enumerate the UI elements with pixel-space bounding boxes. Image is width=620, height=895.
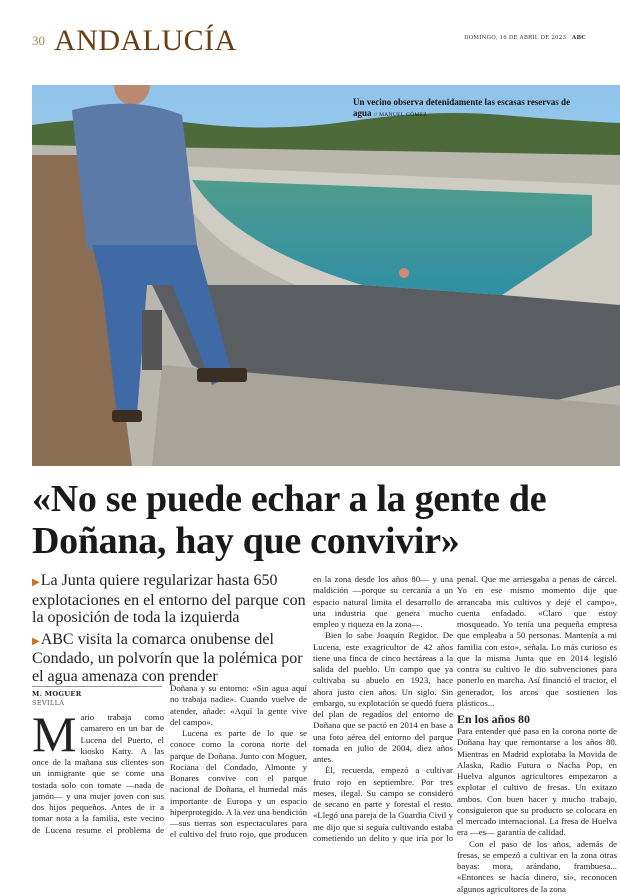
date-text: DOMINGO, 16 DE ABRIL DE 2023 <box>464 35 567 41</box>
subhead-text: ABC visita la comarca onubense del Condado, un polvorín que la polémica por el agua amenaza con prender <box>32 630 303 685</box>
caption-text: Un vecino observa detenidamente las escasas reservas de agua <box>353 97 571 118</box>
paragraph: ario trabaja como camarero en un bar de Lucena del Puerto, el kiosko Katty. A las once de la mañana sus clientes son un inmigrante que se come una tostada solo con tomate —nada de jamón— y una mujer joven con sus dos hijos pequeños. Antes de ir a tomar nota a la familia, este vecino de Lucena resume el problema de <box>32 712 164 835</box>
section-subhead: En los años 80 <box>457 712 531 726</box>
author: M. MOGUER <box>32 690 82 698</box>
article-column-1 <box>32 706 164 844</box>
subhead-2 <box>32 631 312 686</box>
triangle-bullet-icon: ▶ <box>32 577 40 588</box>
paper-name: ABC <box>572 35 586 41</box>
subheads <box>32 572 312 689</box>
paragraph: Con el paso de los años, además de fresas, se empezó a cultivar en la zona otras bayas: mora, arándano, frambuesa... «Entonces se hacía dinero, sí», reconocen algunos agricultores de la zona <box>457 838 617 894</box>
article-column-2 <box>170 683 307 844</box>
paragraph: Bien lo sabe Joaquín Regidor. De Lucena, este exagricultor de 42 años tiene una finca de cinco hectáreas a la salida del pueblo. Un campo que ya cultivaba su abuelo en 1923, hace ahora justo cien años. Un siglo. Sin embargo, su explotación se quedó fuera del plan de regadíos del entorno de Doñana que se pactó en 2014 en base a una foto aérea del entorno del parque tomada en julio de 2004, diez años antes. <box>313 630 453 764</box>
paragraph: Para entender qué pasa en la corona norte de Doñana hay que remontarse a los años 80. Mientras en Madrid explotaba la Movida de Alaska, Radio Futura o Nacha Pop, en Huelva algunos agricultores empezaron a explotar el cultivo de fresas. Un exitazo ambos. Con buen hacer y mucho trabajo, consiguieron que su producto se colocara en el mercado internacional. La fresa de Huelva era —es— garantía de calidad. <box>457 726 617 838</box>
headline: «No se puede echar a la gente de Doñana, hay que convivir» <box>32 478 547 562</box>
section-title: ANDALUCÍA <box>54 24 237 57</box>
paragraph-continued: Doñana y su entorno: «Sin agua aquí no trabaja nadie». Cuando vuelve de atender, añade: «Aquí la gente vive del campo». <box>170 683 307 727</box>
subhead-text: La Junta quiere regularizar hasta 650 explotaciones en el entorno del parque con la oposición de toda la izquierda <box>32 572 306 626</box>
article-column-3 <box>313 574 453 844</box>
main-photo <box>32 85 620 466</box>
subhead-1 <box>32 572 312 627</box>
issue-date <box>464 35 586 41</box>
paragraph-continued: penal. Que me arriesgaba a penas de cárcel. Yo en ese mismo momento dije que arrancaba mis cultivos y dejé el campo», cuenta enfadado. «Claro que estoy mosqueado. Yo tenía una pequeña empresa que empleaba a 50 personas. Mantenía a mi familia con esto», señala. Lo más curioso es que la misma Junta que en 2014 legisló contra su cultivo le dio subvenciones para ponerlo en marcha. Así financió el tractor, el generador, los arcos que sostienen los plásticos... <box>457 574 617 708</box>
paragraph-continued: en la zona desde los años 80— y una maldición —porque su cercanía a un espacio natural limita el desarrollo de una industria que genera mucho empleo y riqueza en la zona—. <box>313 574 453 629</box>
article-column-4 <box>457 574 617 895</box>
drop-cap: M <box>32 706 77 762</box>
paragraph: Lucena es parte de lo que se conoce como la corona norte del parque de Doñana. Junto con Moguer, Rociana del Condado, Almonte y Bonares convive con el parque nacional de Doñana, el humedal más importante de Europa y un espacio hiperprotegido. A la vez una bendición —sus tierras son espectaculares para el cultivo del fruto rojo, que producen <box>170 728 307 840</box>
reservoir-photo <box>32 85 620 466</box>
dateline-city: SEVILLA <box>32 699 65 707</box>
photo-caption <box>353 97 588 120</box>
byline-divider <box>32 686 162 687</box>
page-number: 30 <box>32 33 45 48</box>
paragraph: Él, recuerda, empezó a cultivar fruto rojo en septiembre. Por tres meses, ilegal. Su campo se consideró de secano en parte y forestal el resto. «Llegó una pareja de la Guardia Civil y me dijo que si seguía cultivando estaba cometiendo un delito y que iría por lo <box>313 765 453 843</box>
photo-credit: // MANUEL GÓMEZ <box>373 111 427 118</box>
triangle-bullet-icon: ▶ <box>32 635 40 647</box>
